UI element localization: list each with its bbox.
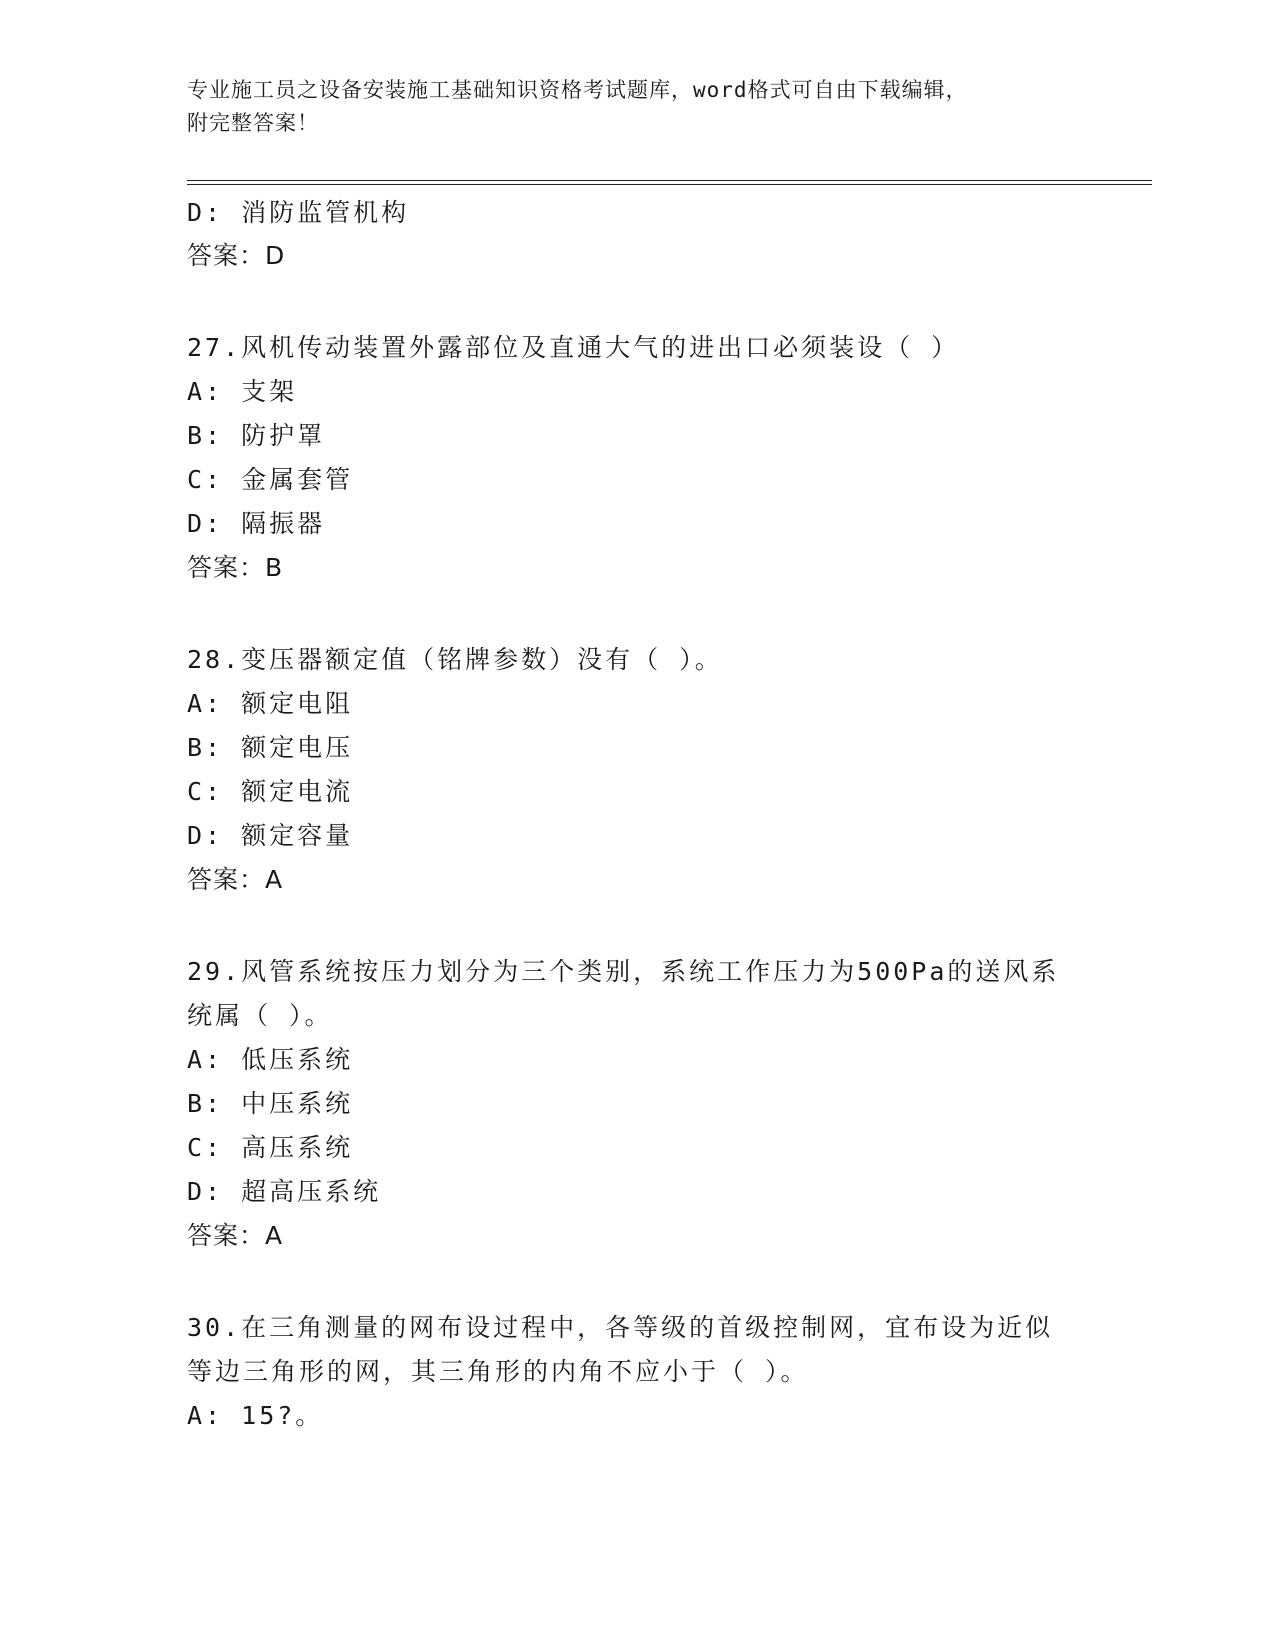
q29-stem-line-2: 统属（ ）。 bbox=[187, 1001, 333, 1030]
header-divider-top bbox=[187, 180, 1152, 181]
q27-option-c: C: 金属套管 bbox=[187, 465, 354, 494]
q28-option-c: C: 额定电流 bbox=[187, 777, 354, 806]
q29-option-d: D: 超高压系统 bbox=[187, 1177, 382, 1206]
header-divider-bottom bbox=[187, 184, 1152, 185]
q30-stem-line-2: 等边三角形的网，其三角形的内角不应小于（ ）。 bbox=[187, 1357, 809, 1386]
header-line-2: 附完整答案！ bbox=[187, 111, 319, 135]
q27-option-d: D: 隔振器 bbox=[187, 509, 326, 538]
q30-stem-line-1: 30.在三角测量的网布设过程中，各等级的首级控制网，宜布设为近似 bbox=[187, 1313, 1054, 1342]
q27-option-b: B: 防护罩 bbox=[187, 421, 326, 450]
prev-answer: 答案：D bbox=[187, 241, 286, 270]
q27-option-a: A: 支架 bbox=[187, 377, 298, 406]
document-header bbox=[187, 74, 1087, 140]
q28-answer: 答案：A bbox=[187, 865, 284, 894]
q29-stem-line-1: 29.风管系统按压力划分为三个类别，系统工作压力为500Pa的送风系 bbox=[187, 957, 1060, 986]
q29-answer: 答案：A bbox=[187, 1221, 284, 1250]
q27-answer: 答案：B bbox=[187, 553, 284, 582]
header-line-1: 专业施工员之设备安装施工基础知识资格考试题库，word格式可自由下载编辑， bbox=[187, 78, 968, 102]
q28-option-d: D: 额定容量 bbox=[187, 821, 354, 850]
q30-option-a: A: 15?。 bbox=[187, 1401, 324, 1430]
q28-option-a: A: 额定电阻 bbox=[187, 689, 354, 718]
prev-option-d: D: 消防监管机构 bbox=[187, 198, 410, 227]
q27-stem: 27.风机传动装置外露部位及直通大气的进出口必须装设（ ） bbox=[187, 333, 960, 362]
q29-option-a: A: 低压系统 bbox=[187, 1045, 354, 1074]
q28-stem: 28.变压器额定值（铭牌参数）没有（ ）。 bbox=[187, 645, 723, 674]
q28-option-b: B: 额定电压 bbox=[187, 733, 354, 762]
q29-option-c: C: 高压系统 bbox=[187, 1133, 354, 1162]
q29-option-b: B: 中压系统 bbox=[187, 1089, 354, 1118]
